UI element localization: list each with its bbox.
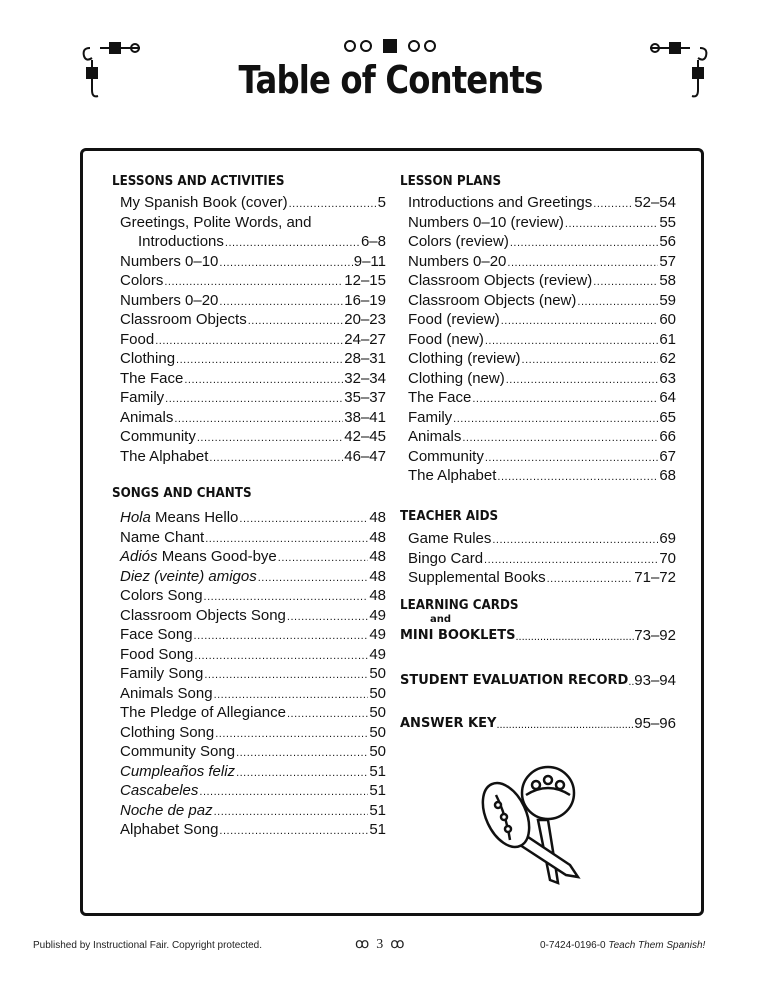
entry-label: [408, 388, 471, 408]
page-number: 28–31: [344, 350, 386, 367]
section-heading: LESSON PLANS: [400, 174, 502, 189]
page-number: 48: [369, 587, 386, 604]
entry-label-text: Classroom Objects Song: [120, 606, 286, 624]
page-number: 48: [369, 548, 386, 565]
dot-leader: [485, 447, 658, 467]
toc-entry: [120, 193, 386, 213]
page-number: 49: [369, 645, 386, 663]
section-heading: LESSONS AND ACTIVITIES: [112, 174, 285, 189]
toc-entry: [120, 567, 386, 587]
entry-label-text: Family Song: [120, 665, 204, 682]
page-number: 50: [369, 665, 386, 682]
toc-entry: [120, 528, 386, 548]
section-lesson-plans: [400, 172, 676, 486]
section-heading: TEACHER AIDS: [400, 509, 499, 524]
entry-label: [120, 567, 257, 587]
entry-label-text: The Alphabet: [408, 467, 497, 484]
page-number: 6–8: [360, 233, 386, 250]
entry-label-text: Game Rules: [408, 530, 492, 547]
entry-label-text: Clothing (review): [408, 350, 521, 367]
dot-leader: [209, 447, 343, 467]
toc-entry: [408, 291, 676, 311]
toc-entry: [408, 466, 676, 486]
entry-label: [120, 781, 198, 801]
toc-entry: [120, 291, 386, 311]
page-number: 24–27: [344, 330, 386, 348]
dot-leader: [236, 762, 368, 782]
entry-label: [120, 703, 286, 723]
entry-label-text: Animals: [120, 408, 174, 426]
page-number: 51: [369, 801, 386, 819]
dot-leader: [194, 645, 368, 665]
dot-leader: [239, 508, 368, 528]
entry-label: [120, 252, 218, 272]
dot-leader: [485, 330, 658, 350]
toc-entry: [120, 427, 386, 447]
section-songs: [112, 484, 386, 840]
entry-label: [120, 762, 235, 782]
page-number: 51: [369, 762, 386, 780]
page-title: Table of Contents: [238, 58, 543, 102]
entry-label-text: Food (new): [408, 330, 484, 348]
dot-leader: [197, 427, 343, 447]
footer-publisher: Published by Instructional Fair. Copyright protected.: [33, 940, 263, 951]
entry-label: [120, 664, 203, 684]
dot-leader: [199, 781, 368, 801]
entry-label: [120, 369, 183, 389]
entry-label: [408, 232, 509, 252]
entry-label-text: Clothing Song: [120, 723, 215, 741]
page-number: 48: [369, 528, 386, 546]
entry-label-text: Food Song: [120, 645, 194, 663]
entry-label: [120, 547, 277, 567]
entry-label-text: Numbers 0–20: [120, 291, 219, 309]
dot-leader: [219, 291, 343, 311]
page-number: 95–96: [634, 715, 676, 732]
toc-entry: [120, 330, 386, 350]
entry-label: [120, 801, 213, 821]
entry-label-text: Classroom Objects (review): [408, 272, 593, 289]
entry-label-text: Classroom Objects (new): [408, 291, 577, 309]
toc-entry: [120, 801, 386, 821]
page-number: 35–37: [344, 389, 386, 406]
entry-label: [408, 568, 546, 588]
ornament-top-center-icon: [340, 38, 440, 54]
entry-label-text: Means Hello: [150, 509, 239, 526]
entry-label: [408, 291, 576, 311]
toc-entry: [408, 568, 676, 588]
entry-label: [408, 369, 505, 389]
page-number: 42–45: [344, 428, 386, 445]
toc-entry: [408, 271, 676, 291]
toc-entry: [408, 349, 676, 369]
page-number: 50: [369, 684, 386, 702]
dot-leader: [453, 408, 658, 428]
toc-entry: [120, 586, 386, 606]
toc-entry: [408, 310, 676, 330]
entry-label-italic: Cascabeles: [120, 782, 199, 799]
dot-leader: [214, 801, 369, 821]
entry-label-text: Face Song: [120, 626, 193, 643]
page-number: 73–92: [634, 627, 676, 644]
toc-entry: [120, 271, 386, 291]
page-number: 66: [659, 428, 676, 445]
dot-leader: [205, 528, 368, 548]
entry-label-text: Community: [408, 447, 484, 465]
page-number: 64: [659, 389, 676, 406]
entry-label: [120, 213, 311, 233]
dot-leader: [522, 349, 659, 369]
page-number: 9–11: [353, 252, 386, 270]
dot-leader: [577, 291, 658, 311]
toc-entry: [120, 213, 386, 233]
page-number: 16–19: [344, 291, 386, 309]
entry-label-text: Bingo Card: [408, 549, 484, 567]
entry-label: [138, 232, 224, 252]
toc-entry: [408, 369, 676, 389]
entry-label: [408, 310, 500, 330]
entry-label: [120, 820, 218, 840]
dot-leader: [236, 742, 368, 762]
dot-leader: [155, 330, 343, 350]
page-number: 50: [369, 743, 386, 760]
answer-key-entry: [400, 714, 676, 734]
entry-label: [408, 252, 506, 272]
dot-leader: [510, 232, 658, 252]
toc-entry: [408, 252, 676, 272]
entry-label: [120, 723, 214, 743]
entry-label: [408, 330, 484, 350]
entry-label-text: Food: [120, 330, 155, 348]
entry-label: [120, 528, 204, 548]
dot-leader: [214, 684, 369, 704]
toc-entry: [120, 762, 386, 782]
entry-label-text: Clothing (new): [408, 369, 505, 387]
dot-leader: [248, 310, 344, 330]
section-teacher-aids: [400, 507, 676, 588]
entry-label: [408, 408, 452, 428]
page-number: 63: [659, 369, 676, 387]
dot-leader: [516, 626, 635, 646]
curl-ornament-icon: ꝏ: [390, 937, 405, 952]
entry-label-text: Name Chant: [120, 528, 205, 546]
page-number: 51: [369, 782, 386, 799]
dot-leader: [164, 271, 343, 291]
entry-label-text: Community Song: [120, 743, 236, 760]
dot-leader: [593, 193, 633, 213]
dot-leader: [176, 349, 343, 369]
entry-label: [120, 193, 288, 213]
toc-entry: [120, 232, 386, 252]
dot-leader: [484, 549, 658, 569]
toc-entry: [120, 369, 386, 389]
entry-label: [120, 388, 164, 408]
toc-entry: [120, 310, 386, 330]
entry-label: [408, 271, 592, 291]
dot-leader: [165, 388, 343, 408]
dot-leader: [174, 408, 343, 428]
dot-leader: [204, 664, 368, 684]
footer-book-info: [540, 940, 705, 951]
entry-label-italic: Adiós: [120, 548, 158, 565]
dot-leader: [492, 529, 658, 549]
maracas-illustration: [478, 765, 603, 890]
page-number: 3: [376, 937, 384, 952]
entry-label: [120, 271, 163, 291]
entry-label-text: Community: [120, 428, 196, 445]
page-number: 49: [369, 626, 386, 643]
entry-label-text: Colors Song: [120, 587, 203, 604]
entry-label: [408, 213, 564, 233]
entry-label: ANSWER KEY: [400, 716, 497, 731]
student-evaluation-entry: [400, 671, 676, 691]
page-number: 60: [659, 311, 676, 328]
dot-leader: [204, 586, 369, 606]
toc-entry: [408, 549, 676, 569]
book-title: Teach Them Spanish!: [608, 940, 706, 951]
entry-label: [408, 466, 496, 486]
section-lessons: [112, 172, 386, 466]
entry-label: [120, 447, 208, 467]
entry-label-italic: Hola: [120, 509, 151, 526]
dot-leader: [194, 625, 369, 645]
entry-label-text: The Pledge of Allegiance: [120, 704, 286, 721]
dot-leader: [219, 820, 368, 840]
toc-entry: [120, 252, 386, 272]
toc-entry: [120, 408, 386, 428]
toc-entry: [120, 349, 386, 369]
toc-entry: [120, 742, 386, 762]
entry-label: [120, 349, 175, 369]
toc-entry: [408, 193, 676, 213]
page-number: 65: [659, 408, 676, 426]
entry-label-text: Alphabet Song: [120, 821, 219, 838]
page-number: 52–54: [634, 194, 676, 211]
page-number: 71–72: [634, 569, 676, 586]
page-number: 32–34: [344, 369, 386, 387]
entry-label: [120, 606, 286, 626]
toc-entry: [408, 427, 676, 447]
toc-entry: [120, 606, 386, 626]
page-number: 48: [369, 509, 386, 526]
entry-label: [120, 625, 193, 645]
entry-label: [120, 586, 203, 606]
toc-entry: [408, 447, 676, 467]
dot-leader: [593, 271, 658, 291]
entry-label: [408, 529, 491, 549]
toc-entry: [408, 388, 676, 408]
dot-leader: [506, 369, 659, 389]
toc-entry: [408, 408, 676, 428]
page-number: 20–23: [344, 311, 386, 328]
page-number: 69: [659, 530, 676, 547]
entry-label-text: The Face: [408, 389, 472, 406]
dot-leader: [278, 547, 369, 567]
entry-label: [408, 349, 521, 369]
dot-leader: [507, 252, 658, 272]
entry-label-text: Means Good-bye: [157, 548, 277, 565]
toc-entry: [408, 330, 676, 350]
page-number: 46–47: [344, 447, 386, 465]
dot-leader: [287, 606, 368, 626]
dot-leader: [225, 232, 360, 252]
entry-label-text: The Alphabet: [120, 447, 209, 465]
toc-entry: [120, 625, 386, 645]
page-number: 58: [659, 272, 676, 289]
page-number: 67: [659, 447, 676, 465]
entry-label-text: Animals: [408, 428, 462, 445]
toc-entry: [120, 388, 386, 408]
page-number: 61: [659, 330, 676, 348]
dot-leader: [215, 723, 368, 743]
entry-label-text: Greetings, Polite Words, and: [120, 213, 312, 231]
dot-leader: [184, 369, 343, 389]
isbn: 0-7424-0196-0: [540, 940, 606, 951]
entry-label: [120, 291, 218, 311]
entry-label-text: Numbers 0–20: [408, 252, 507, 270]
entry-label-text: Colors: [120, 272, 164, 289]
learning-cards-entry: [400, 598, 676, 646]
toc-entry: [120, 684, 386, 704]
entry-label-text: Food (review): [408, 311, 500, 328]
entry-label-text: Family: [120, 389, 165, 406]
entry-label: [408, 549, 483, 569]
entry-label: [120, 508, 238, 528]
toc-entry: [120, 547, 386, 567]
page-number: 59: [659, 291, 676, 309]
page-number: 70: [659, 549, 676, 567]
entry-label-text: Clothing: [120, 350, 176, 367]
page-number: 38–41: [344, 408, 386, 426]
mini-booklets-label: MINI BOOKLETS: [400, 628, 516, 643]
toc-entry: [120, 820, 386, 840]
page-number: 50: [369, 704, 386, 721]
page-number: 68: [659, 467, 676, 484]
page-number: 57: [659, 252, 676, 270]
dot-leader: [462, 427, 658, 447]
and-label: and: [430, 614, 452, 625]
entry-label-italic: Cumpleaños feliz: [120, 762, 236, 780]
entry-label-text: Supplemental Books: [408, 569, 546, 586]
dot-leader: [289, 193, 377, 213]
toc-entry: [120, 781, 386, 801]
entry-label-text: Colors (review): [408, 233, 509, 250]
entry-label: [120, 408, 173, 428]
dot-leader: [258, 567, 369, 587]
page-number: 55: [659, 213, 676, 231]
entry-label: [408, 447, 484, 467]
dot-leader: [565, 213, 658, 233]
entry-label-italic: Noche de paz: [120, 801, 213, 819]
entry-label: [120, 427, 196, 447]
toc-entry: [120, 703, 386, 723]
toc-entry: [408, 213, 676, 233]
entry-label: [120, 310, 247, 330]
dot-leader: [496, 714, 634, 734]
entry-label-text: Family: [408, 408, 453, 426]
entry-label: [120, 330, 154, 350]
learning-cards-label: LEARNING CARDS: [400, 598, 519, 613]
dot-leader: [547, 568, 634, 588]
entry-label: [120, 645, 193, 665]
toc-entry: [120, 664, 386, 684]
entry-label: [120, 742, 235, 762]
entry-label-text: Classroom Objects: [120, 311, 247, 328]
toc-entry: [408, 232, 676, 252]
entry-label-text: My Spanish Book (cover): [120, 194, 288, 211]
entry-label-text: Numbers 0–10 (review): [408, 213, 564, 231]
dot-leader: [287, 703, 368, 723]
toc-entry: [120, 508, 386, 528]
entry-label-text: The Face: [120, 369, 184, 387]
entry-label: [408, 193, 592, 213]
toc-entry: [120, 723, 386, 743]
footer-page-number: [355, 936, 405, 953]
page-number: 49: [369, 606, 386, 624]
page-number: 5: [377, 194, 386, 211]
dot-leader: [472, 388, 658, 408]
page-number: 50: [369, 723, 386, 741]
entry-label-italic: Diez (veinte) amigos: [120, 567, 257, 585]
curl-ornament-icon: ꝏ: [355, 937, 370, 952]
toc-entry: [120, 447, 386, 467]
section-heading: SONGS AND CHANTS: [112, 486, 252, 501]
entry-label-text: Introductions and Greetings: [408, 194, 593, 211]
page-number: 12–15: [344, 272, 386, 289]
entry-label: [120, 684, 213, 704]
page-number: 62: [659, 350, 676, 367]
dot-leader: [501, 310, 659, 330]
entry-label: [408, 427, 461, 447]
dot-leader: [219, 252, 352, 272]
entry-label-text: Introductions: [138, 233, 224, 250]
dot-leader: [497, 466, 658, 486]
toc-entry: [408, 529, 676, 549]
entry-label-text: Animals Song: [120, 684, 213, 702]
toc-entry: [120, 645, 386, 665]
page-number: 56: [659, 233, 676, 250]
page-number: 51: [369, 821, 386, 838]
entry-label: STUDENT EVALUATION RECORD: [400, 673, 629, 688]
page-number: 93–94: [634, 672, 676, 689]
entry-label-text: Numbers 0–10: [120, 252, 219, 270]
page-number: 48: [369, 567, 386, 585]
